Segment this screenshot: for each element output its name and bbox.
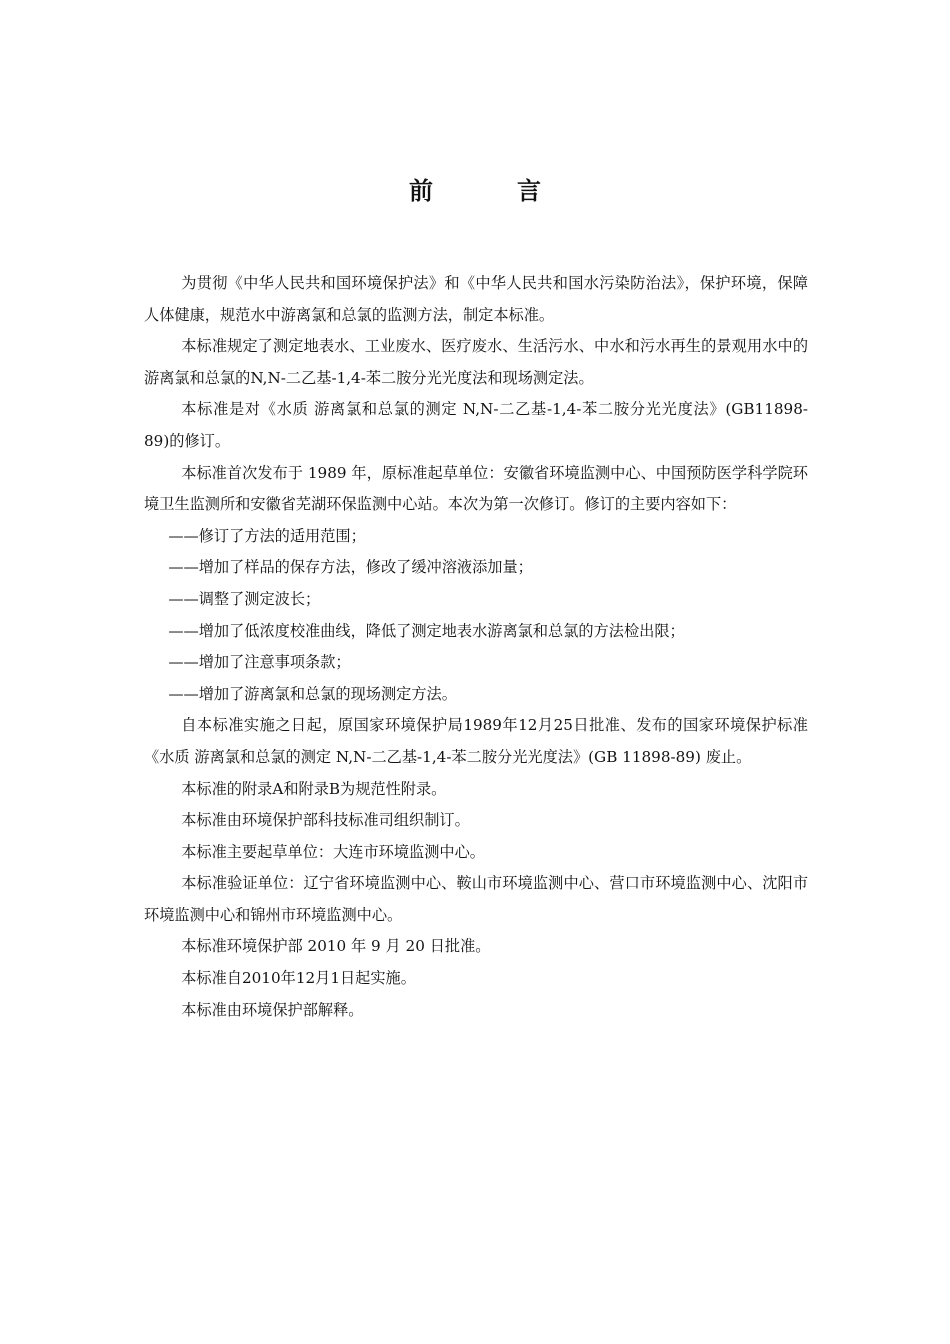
paragraph-approval: 本标准环境保护部 2010 年 9 月 20 日批准。 <box>181 937 491 956</box>
paragraph-appendix: 本标准的附录A和附录B为规范性附录。 <box>181 779 447 798</box>
page-title: 前 言 <box>409 177 571 205</box>
revision-item: ——增加了低浓度校准曲线，降低了测定地表水游离氯和总氯的方法检出限； <box>168 621 685 640</box>
revision-item: ——调整了测定波长； <box>168 589 321 608</box>
foreword-body <box>144 268 808 1026</box>
paragraph-scope: 本标准规定了测定地表水、工业废水、医疗废水、生活污水、中水和污水再生的景观用水中的游离氯和总氯的N,N-二乙基-1,4-苯二胺分光光度法和现场测定法。 <box>144 337 808 387</box>
revision-item: ——增加了游离氯和总氯的现场测定方法。 <box>168 684 457 703</box>
paragraph-drafter: 本标准主要起草单位：大连市环境监测中心。 <box>181 842 485 861</box>
revision-item: ——增加了注意事项条款； <box>168 653 351 672</box>
revision-item: ——增加了样品的保存方法，修改了缓冲溶液添加量； <box>168 558 533 577</box>
paragraph-organizer: 本标准由环境保护部科技标准司组织制订。 <box>181 811 470 830</box>
paragraph-history: 本标准首次发布于 1989 年，原标准起草单位：安徽省环境监测中心、中国预防医学科学院环境卫生监测所和安徽省芜湖环保监测中心站。本次为第一次修订。修订的主要内容如下： <box>144 463 808 514</box>
paragraph-revision-of: 本标准是对《水质 游离氯和总氯的测定 N,N-二乙基-1,4-苯二胺分光光度法》(GB11898-89)的修订。 <box>144 400 808 450</box>
paragraph-purpose: 为贯彻《中华人民共和国环境保护法》和《中华人民共和国水污染防治法》，保护环境，保障人体健康，规范水中游离氯和总氯的监测方法，制定本标准。 <box>144 274 808 324</box>
revision-item: ——修订了方法的适用范围； <box>168 526 366 545</box>
paragraph-abolish: 自本标准实施之日起，原国家环境保护局1989年12月25日批准、发布的国家环境保护标准《水质 游离氯和总氯的测定 N,N-二乙基-1,4-苯二胺分光光度法》(GB 11898-89) 废止。 <box>144 716 808 766</box>
paragraph-verifier: 本标准验证单位：辽宁省环境监测中心、鞍山市环境监测中心、营口市环境监测中心、沈阳市环境监测中心和锦州市环境监测中心。 <box>144 874 808 924</box>
paragraph-interpretation: 本标准由环境保护部解释。 <box>181 1000 364 1019</box>
paragraph-effective-date: 本标准自2010年12月1日起实施。 <box>181 969 416 988</box>
